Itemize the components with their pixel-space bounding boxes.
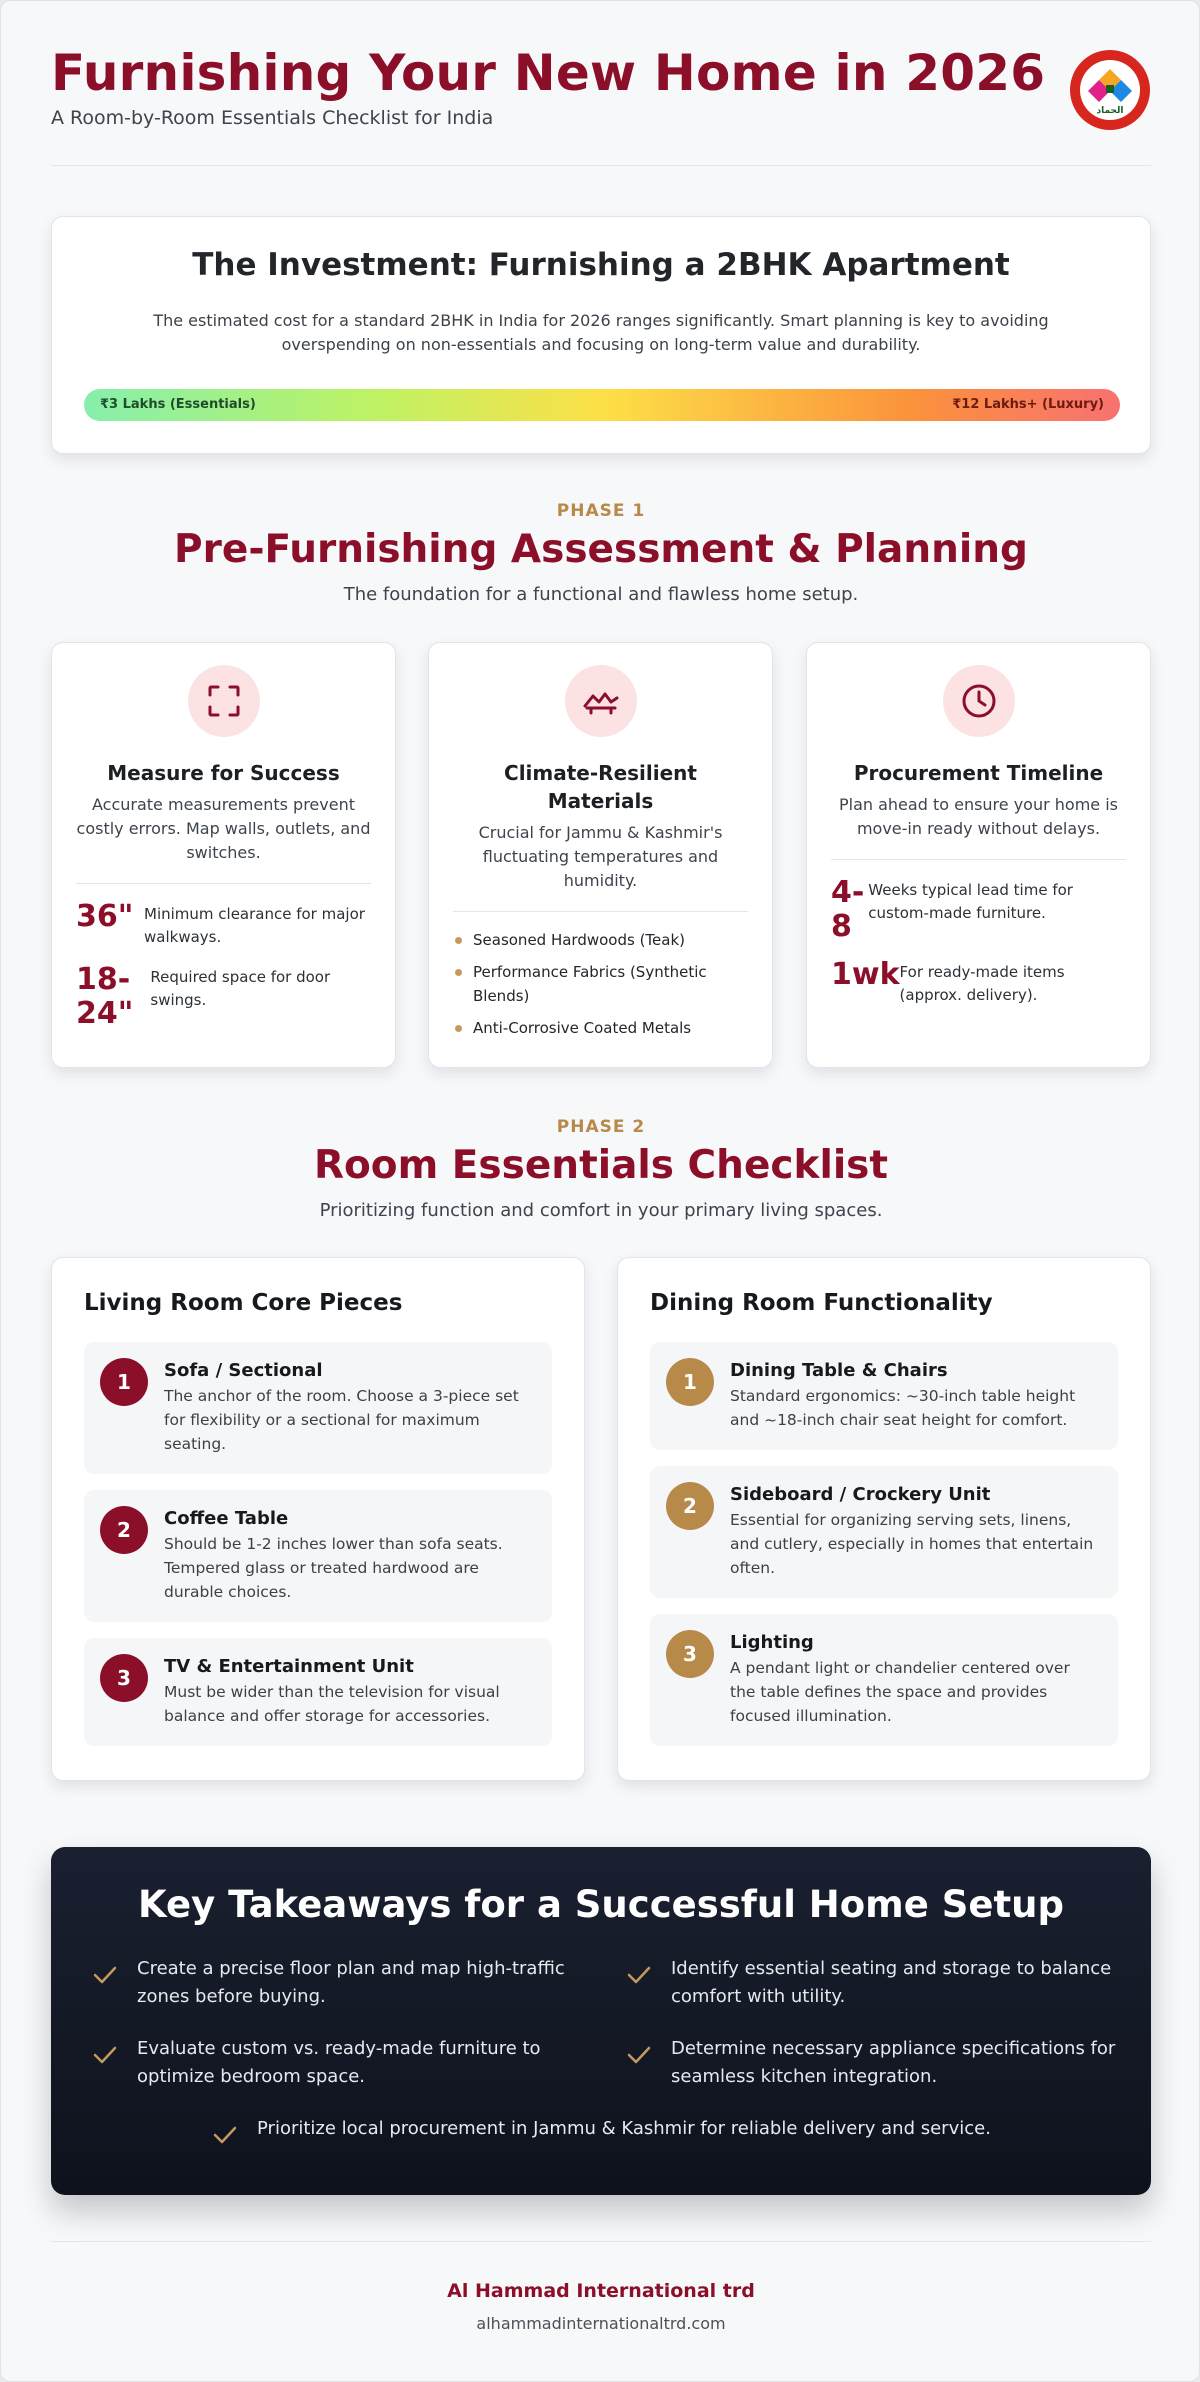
item-name: Sofa / Sectional <box>164 1360 323 1381</box>
check-icon <box>625 2041 653 2069</box>
takeaway-item <box>91 1955 591 2011</box>
takeaways-heading: Key Takeaways for a Successful Home Setup <box>138 1883 1064 1926</box>
check-icon <box>211 2121 239 2149</box>
header <box>51 41 1151 166</box>
dining-room-card <box>617 1257 1151 1781</box>
measure-card <box>51 642 396 1068</box>
investment-card <box>51 216 1151 454</box>
item-text: A pendant light or chandelier centered over the table defines the space and provides focused illumination. <box>730 1659 1070 1725</box>
item-name: TV & Entertainment Unit <box>164 1656 414 1677</box>
living-room-title: Living Room Core Pieces <box>84 1290 403 1316</box>
range-low-label: ₹3 Lakhs (Essentials) <box>100 397 256 412</box>
timeline-title: Procurement Timeline <box>853 761 1104 785</box>
investment-description: The estimated cost for a standard 2BHK in India for 2026 ranges significantly. Smart planning is key to avoiding overspending on non-essentials and focusing on long-term value and durability. <box>153 311 1049 354</box>
cost-range-bar <box>84 389 1120 421</box>
number-badge: 1 <box>100 1358 148 1406</box>
living-room-card <box>51 1257 585 1781</box>
dining-room-title: Dining Room Functionality <box>650 1290 993 1316</box>
phase2-heading-block <box>51 1117 1151 1221</box>
footer <box>51 2241 1151 2333</box>
stat-label: Minimum clearance for major walkways. <box>144 905 365 946</box>
takeaway-text: Determine necessary appliance specifications for seamless kitchen integration. <box>671 2038 1116 2087</box>
measure-frame-icon <box>206 683 242 719</box>
climate-card <box>428 642 773 1068</box>
phase1-kicker: PHASE 1 <box>556 501 646 521</box>
check-icon <box>91 1961 119 1989</box>
takeaway-item <box>625 1955 1125 2011</box>
stat-row <box>831 876 1126 944</box>
stat-row <box>76 963 371 1031</box>
company-website-link[interactable]: alhammadinternationaltrd.com <box>476 2314 726 2333</box>
climate-title: Climate-Resilient Materials <box>504 761 697 813</box>
checklist-item <box>650 1466 1118 1598</box>
takeaway-text: Evaluate custom vs. ready-made furniture to optimize bedroom space. <box>137 2038 541 2087</box>
checklist-item <box>650 1614 1118 1746</box>
measure-icon-circle <box>188 665 260 737</box>
item-name: Coffee Table <box>164 1508 289 1529</box>
furniture-icon <box>581 686 621 716</box>
measure-title: Measure for Success <box>107 761 340 785</box>
number-badge: 3 <box>666 1630 714 1678</box>
takeaway-text: Prioritize local procurement in Jammu & Kashmir for reliable delivery and service. <box>257 2118 991 2139</box>
timeline-icon-circle <box>943 665 1015 737</box>
list-item: Seasoned Hardwoods (Teak) <box>453 928 748 952</box>
item-text: Standard ergonomics: ~30-inch table height and ~18-inch chair seat height for comfort. <box>730 1387 1076 1429</box>
timeline-description: Plan ahead to ensure your home is move-in ready without delays. <box>838 795 1118 838</box>
climate-icon-circle <box>565 665 637 737</box>
phase1-tagline: The foundation for a functional and flawless home setup. <box>343 584 859 605</box>
stat-value: 18-24" <box>76 962 134 1031</box>
checklist-item <box>84 1638 552 1746</box>
check-icon <box>625 1961 653 1989</box>
stat-value: 4-8 <box>831 875 865 944</box>
page-title: Furnishing Your New Home in 2026 <box>51 44 1046 102</box>
number-badge: 3 <box>100 1654 148 1702</box>
number-badge: 2 <box>666 1482 714 1530</box>
list-item: Anti-Corrosive Coated Metals <box>453 1016 748 1040</box>
company-logo <box>1069 49 1151 131</box>
stat-value: 36" <box>76 899 134 934</box>
timeline-card <box>806 642 1151 1068</box>
takeaways-panel <box>51 1847 1151 2195</box>
takeaway-item <box>211 2115 1091 2149</box>
checklist-item <box>650 1342 1118 1450</box>
item-text: Must be wider than the television for visual balance and offer storage for accessories. <box>164 1683 500 1725</box>
takeaway-item <box>625 2035 1125 2091</box>
takeaway-text: Identify essential seating and storage to balance comfort with utility. <box>671 1958 1112 2007</box>
stat-value: 1wk <box>831 957 900 992</box>
clock-icon <box>961 683 997 719</box>
list-item: Performance Fabrics (Synthetic Blends) <box>453 960 748 1008</box>
stat-label: Weeks typical lead time for custom-made furniture. <box>868 881 1073 922</box>
stat-label: For ready-made items (approx. delivery). <box>899 963 1065 1004</box>
divider <box>831 859 1126 860</box>
phase1-heading: Pre-Furnishing Assessment & Planning <box>174 527 1028 572</box>
divider <box>453 911 748 912</box>
takeaway-item <box>91 2035 591 2091</box>
number-badge: 1 <box>666 1358 714 1406</box>
logo-arabic-text: الحماد <box>1096 106 1124 116</box>
number-badge: 2 <box>100 1506 148 1554</box>
takeaway-text: Create a precise floor plan and map high-traffic zones before buying. <box>137 1958 565 2007</box>
item-text: Should be 1-2 inches lower than sofa seats. Tempered glass or treated hardwood are durable choices. <box>164 1535 503 1601</box>
phase1-heading-block <box>51 501 1151 605</box>
item-name: Sideboard / Crockery Unit <box>730 1484 991 1505</box>
investment-heading: The Investment: Furnishing a 2BHK Apartment <box>192 247 1010 283</box>
item-name: Dining Table & Chairs <box>730 1360 948 1381</box>
item-name: Lighting <box>730 1632 814 1653</box>
range-high-label: ₹12 Lakhs+ (Luxury) <box>952 397 1104 412</box>
company-name: Al Hammad International trd <box>447 2280 755 2302</box>
stat-row <box>76 900 371 949</box>
climate-description: Crucial for Jammu & Kashmir's fluctuating temperatures and humidity. <box>478 823 723 890</box>
phase2-heading: Room Essentials Checklist <box>313 1143 889 1188</box>
divider <box>76 883 371 884</box>
phase2-tagline: Prioritizing function and comfort in your primary living spaces. <box>319 1200 883 1221</box>
materials-list <box>453 928 748 1040</box>
stat-row <box>831 958 1126 1007</box>
phase2-kicker: PHASE 2 <box>556 1117 646 1137</box>
page-subtitle: A Room-by-Room Essentials Checklist for India <box>51 107 494 129</box>
measure-description: Accurate measurements prevent costly errors. Map walls, outlets, and switches. <box>76 795 371 862</box>
stat-label: Required space for door swings. <box>150 968 331 1009</box>
checklist-item <box>84 1490 552 1622</box>
item-text: Essential for organizing serving sets, linens, and cutlery, especially in homes that entertain often. <box>730 1511 1094 1577</box>
check-icon <box>91 2041 119 2069</box>
item-text: The anchor of the room. Choose a 3-piece set for flexibility or a sectional for maximum seating. <box>164 1387 519 1453</box>
checklist-item <box>84 1342 552 1474</box>
